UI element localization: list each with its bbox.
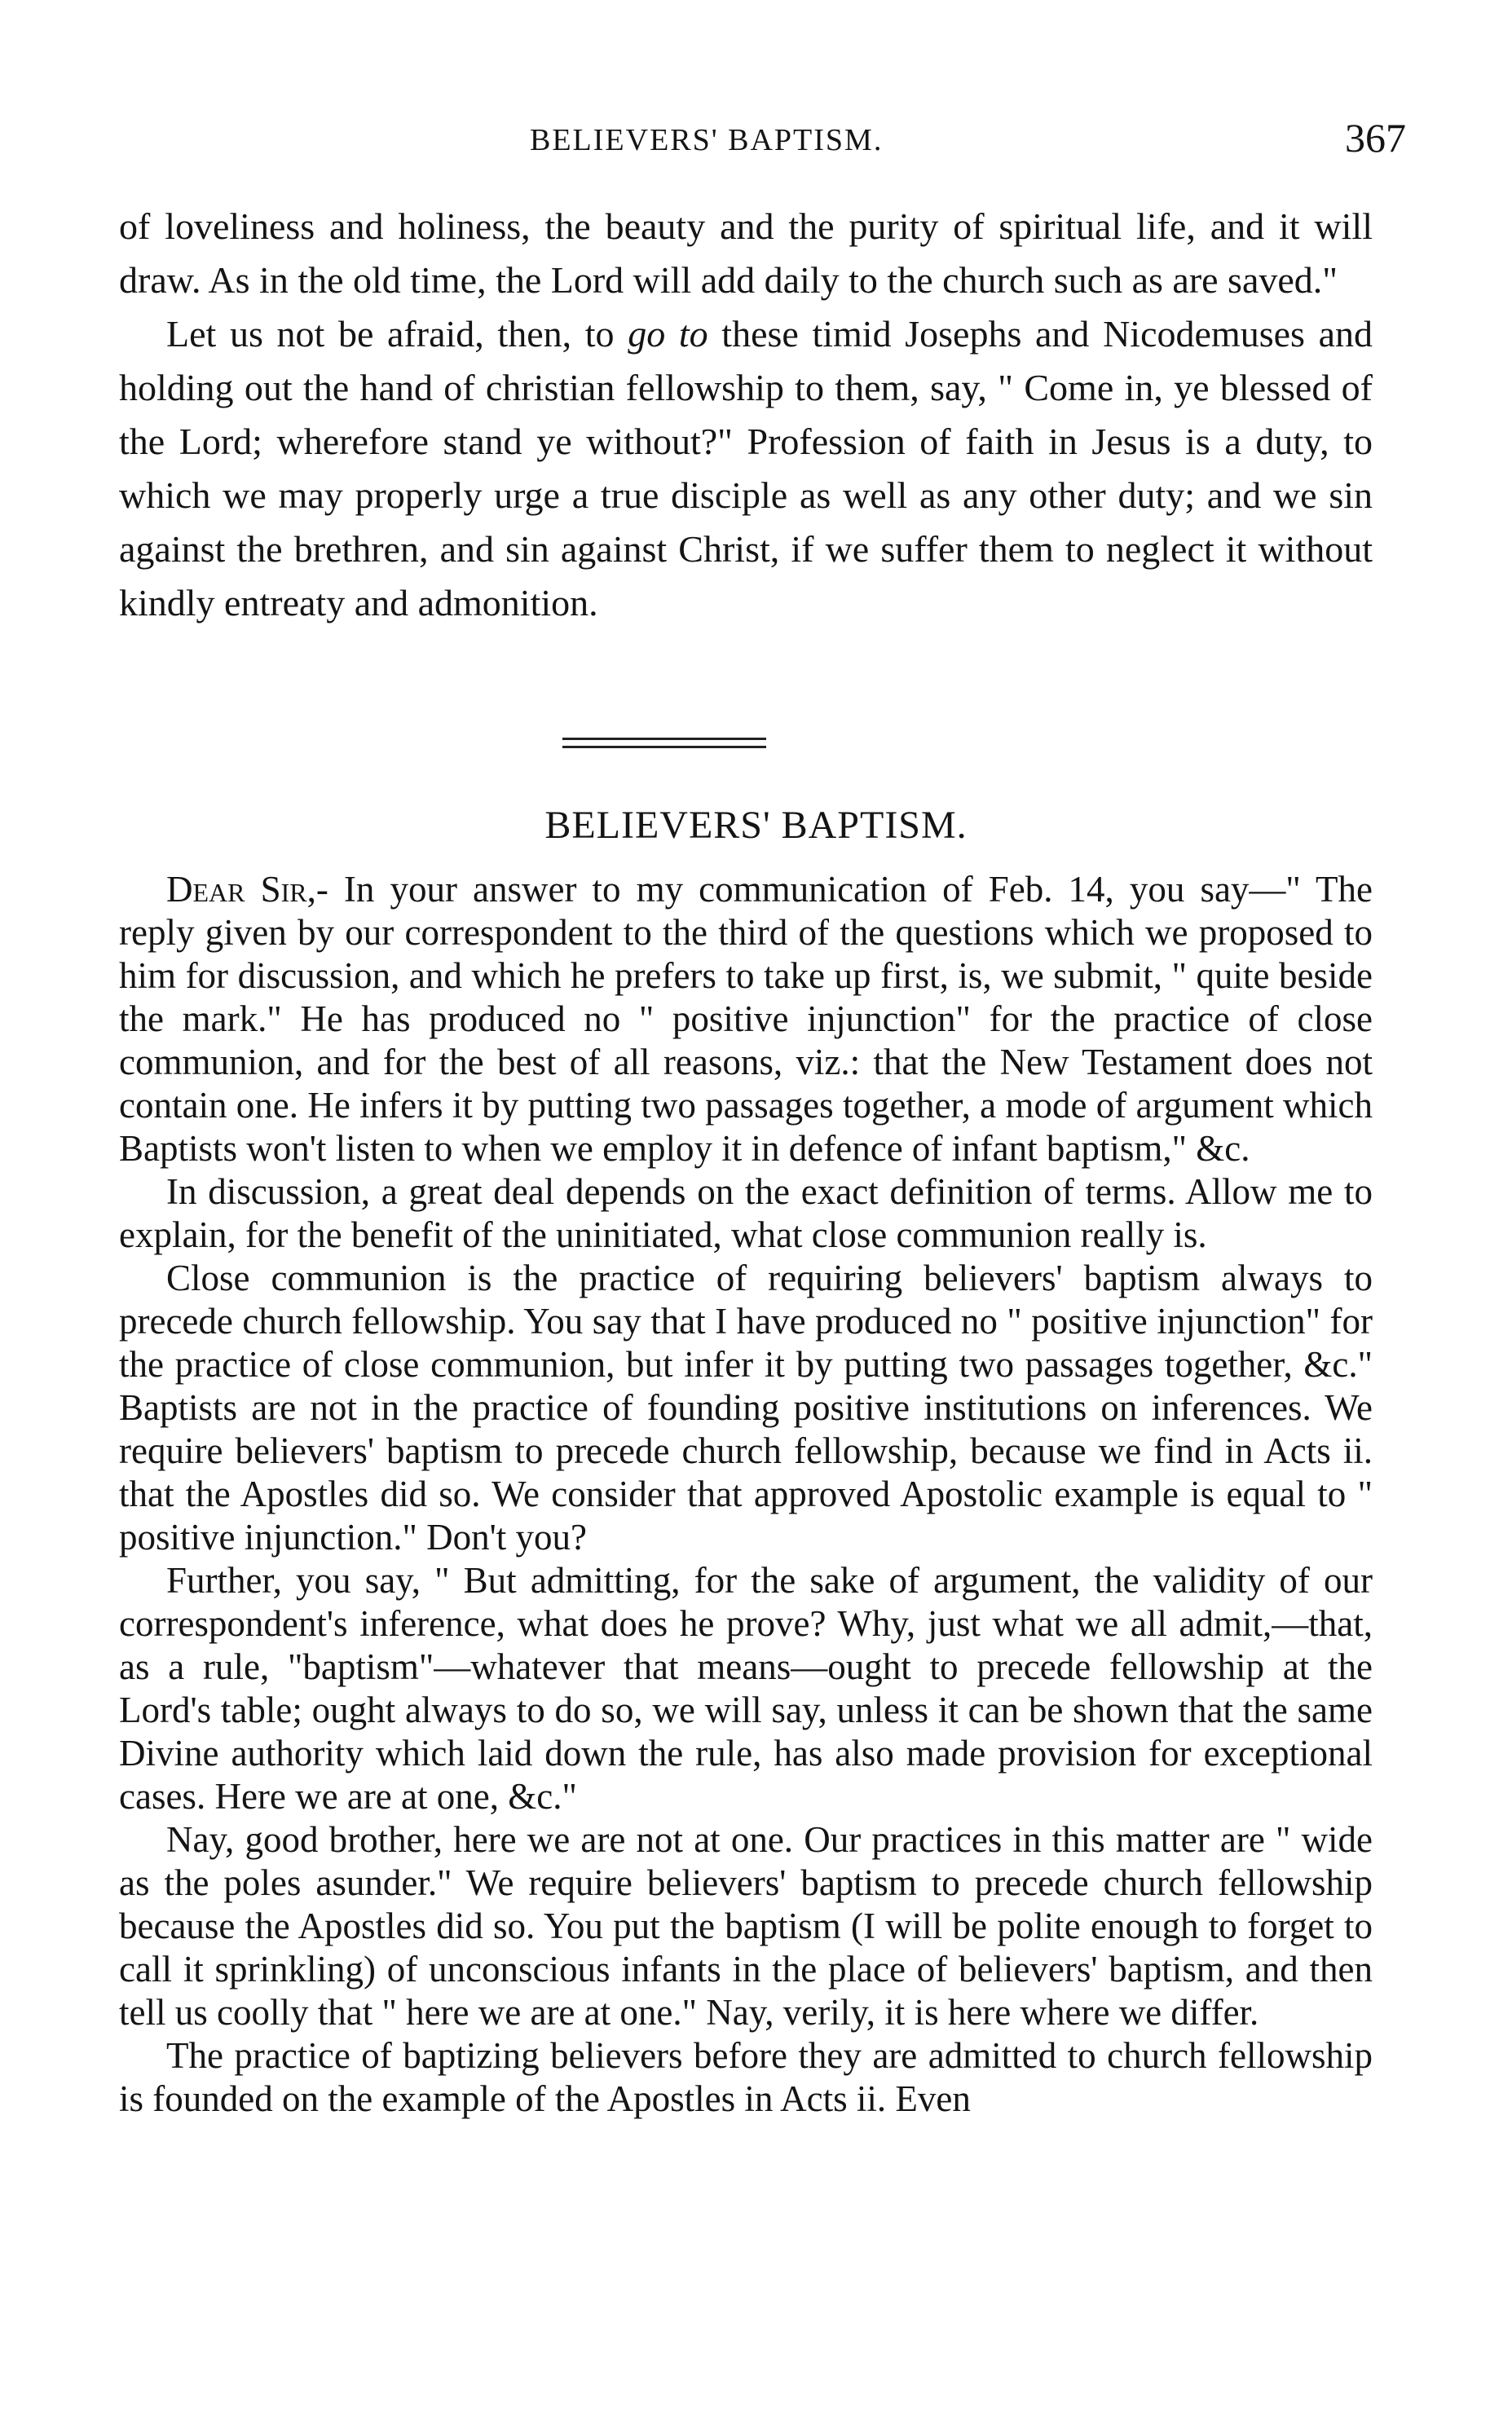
paragraph: Let us not be afraid, then, to go to these timid Josephs and Nicodemuses and holding out the hand of christian fellowship to them, say, " Come in, ye blessed of the Lord; wherefore stand ye without?" Profession of faith in Jesus is a duty, to which we may properly urge a true disciple as well as any other duty; and we sin against the brethren, and sin against Christ, if we suffer them to neglect it without kindly entreaty and admonition.	[119, 313, 1373, 624]
paragraph: Further, you say, " But admitting, for the sake of argument, the validity of our correspondent's inference, what does he prove? Why, just what we all admit,—that, as a rule, "baptism"—whatever that means—ought to precede fellowship at the Lord's table; ought always to do so, we will say, unless it can be shown that the same Divine authority which laid down the rule, has also made provision for exceptional cases. Here we are at one, &c."	[119, 1560, 1373, 1817]
continuation-text	[119, 200, 1373, 630]
section-heading: BELIEVERS' BAPTISM.	[544, 804, 968, 847]
paragraph: Close communion is the practice of requiring believers' baptism always to precede church fellowship. You say that I have produced no " positive injunction" for the practice of close communion, but infer it by putting two passages together, &c." Baptists are not in the practice of founding positive institutions on inferences. We require believers' baptism to precede church fellowship, because we find in Acts ii. that the Apostles did so. We consider that approved Apostolic example is equal to " positive injunction." Don't you?	[119, 1258, 1373, 1558]
paragraph: The practice of baptizing believers before they are admitted to church fellowship is founded on the example of the Apostles in Acts ii. Even	[119, 2035, 1373, 2119]
section-divider	[562, 746, 766, 748]
running-title: BELIEVERS' BAPTISM.	[530, 123, 884, 157]
section-divider	[562, 738, 766, 740]
salutation: Dear Sir,-	[166, 869, 328, 910]
page-number: 367	[1345, 115, 1406, 161]
paragraph: Dear Sir,- In your answer to my communication of Feb. 14, you say—" The reply given by our correspondent to the third of the questions which we proposed to him for discussion, and which he prefers to take up first, is, we submit, " quite beside the mark." He has produced no " positive injunction" for the practice of close communion, and for the best of all reasons, viz.: that the New Testament does not contain one. He infers it by putting two passages together, a mode of argument which Baptists won't listen to when we employ it in defence of infant baptism," &c.	[119, 869, 1373, 1169]
paragraph: of loveliness and holiness, the beauty and the purity of spiritual life, and it will draw. As in the old time, the Lord will add daily to the church such as are saved."	[119, 205, 1373, 301]
letter-text	[119, 868, 1373, 2121]
paragraph: Nay, good brother, here we are not at one. Our practices in this matter are " wide as the poles asunder." We require believers' baptism to precede church fellowship because the Apostles did so. You put the baptism (I will be polite enough to forget to call it sprinkling) of unconscious infants in the place of believers' baptism, and then tell us coolly that " here we are at one." Nay, verily, it is here where we differ.	[119, 1819, 1373, 2033]
paragraph: In discussion, a great deal depends on the exact definition of terms. Allow me to explain, for the benefit of the uninitiated, what close communion really is.	[119, 1171, 1373, 1255]
